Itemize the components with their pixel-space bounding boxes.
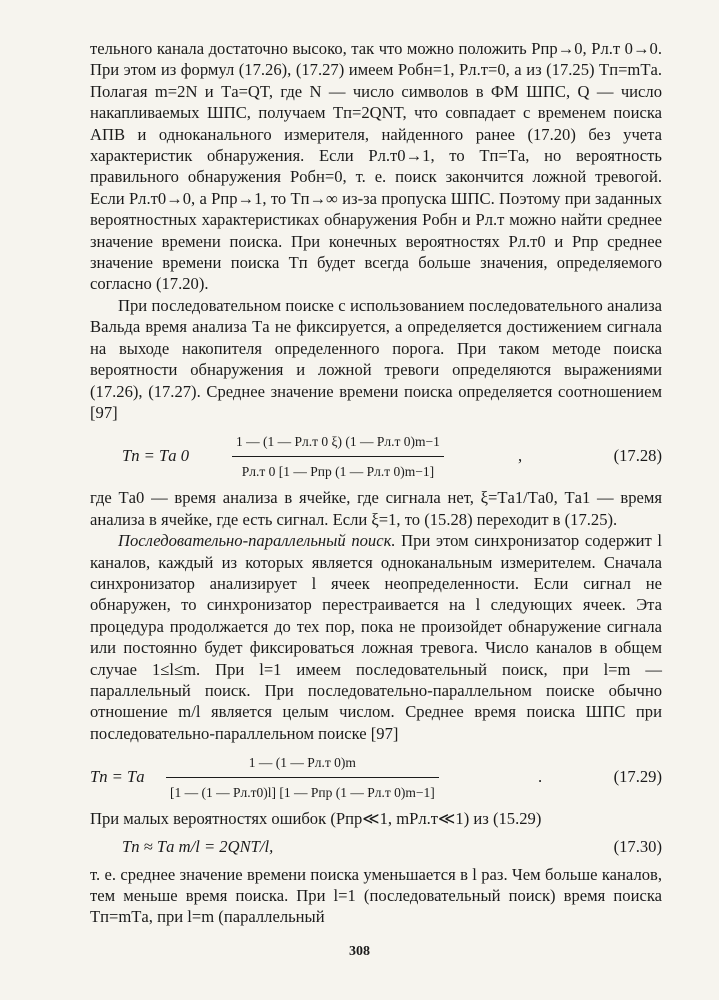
paragraph-4 [90,530,662,744]
eq1-numerator: 1 — (1 — Pл.т 0 ξ) (1 — Pл.т 0)m−1 [232,431,444,456]
paragraph-5: При малых вероятностях ошибок (Pпр≪1, mPл.т≪1) из (15.29) [90,809,542,829]
page-number: 308 [349,944,370,959]
paragraph-3: где Tа0 — время анализа в ячейке, где сигнала нет, ξ=Tа1/Tа0, Tа1 — время анализа в ячейке, где есть сигнал. Если ξ=1, то (15.28) переходит в (17.25). [90,488,662,529]
section-heading: Последовательно-параллельный поиск. [118,531,396,551]
eq3-number: (17.30) [613,836,662,856]
eq3-lhs: Tп ≈ Tа m/l = 2QNT/l, [122,836,274,856]
equation-17-28 [90,429,662,481]
eq2-numerator: 1 — (1 — Pл.т 0)m [166,752,439,777]
eq1-number: (17.28) [613,446,662,466]
eq2-fraction [166,752,439,803]
eq2-number: (17.29) [613,767,662,787]
paragraph-1: тельного канала достаточно высоко, так что можно положить Pпр→0, Pл.т 0→0. При этом из формул (17.26), (17.27) имеем Pобн=1, Pл.т=0, а из (17.25) Tп=mTа. Полагая m=2N и Tа=QT, где N — число символов в ФМ ШПС, Q — число накапливаемых ШПС, получаем Tп=2QNT, что совпадает с временем поиска АПВ и одноканального измерителя, найденного ранее (17.20) без учета характеристик обнаружения. Если Pл.т0→1, то Tп=Tа, но вероятность правильного обнаружения Pобн=0, т. е. поиск закончится ложной тревогой. Если Pл.т0→0, а Pпр→1, то Tп→∞ из-за пропуска ШПС. Поэтому при заданных вероятностных характеристиках обнаружения Pобн и Pл.т можно найти среднее значение времени поиска. При конечных вероятностях Pл.т0 и Pпр среднее значение времени поиска Tп будет всегда больше значения, определяемого согласно (17.20). [90,39,662,294]
eq2-lhs: Tп = Tа [90,767,145,787]
equation-17-29 [90,750,662,802]
paragraph-4-body: При этом синхронизатор содержит l каналов, каждый из которых является одноканальным измерителем. Сначала синхронизатор анализирует l ячеек неопределенности. Если сигнал не обнаружен, то синхронизатор перестраивается на l следующих ячеек. Эта процедура продолжается до тех пор, пока не произойдет обнаружение сигнала или постоянно будет фиксироваться ложная тревога. Число каналов в общем случае 1≤l≤m. При l=1 имеем последовательный поиск, при l=m — параллельный поиск. При последовательно-параллельном поиске обычно отношение m/l является целым числом. Среднее время поиска ШПС при последовательно-параллельном поиске [97] [90,531,662,743]
eq1-lhs: Tп = Tа 0 [122,446,189,466]
eq2-denominator: [1 — (1 — Pл.т0)l] [1 — Pпр (1 — Pл.т 0)m−1] [170,784,435,800]
equation-17-30 [90,832,662,862]
paragraph-6: т. е. среднее значение времени поиска уменьшается в l раз. Чем больше каналов, тем меньше время поиска. При l=1 (последовательный поиск) время поиска Tп=mTа, при l=m (параллельный [90,864,662,927]
text-column [90,38,662,928]
eq1-fraction [232,431,444,482]
eq2-tail: . [538,767,543,787]
paragraph-2: При последовательном поиске с использованием последовательного анализа Вальда время анализа Tа не фиксируется, а определяется достижением сигнала на выходе накопителя определенного порога. При таком методе поиска вероятности обнаружения и ложной тревоги определяются выражениями (17.26), (17.27). Среднее значение времени поиска определяется соотношением [97] [90,295,662,422]
eq1-tail: , [518,446,523,466]
eq1-denominator: Pл.т 0 [1 — Pпр (1 — Pл.т 0)m−1] [241,463,435,479]
